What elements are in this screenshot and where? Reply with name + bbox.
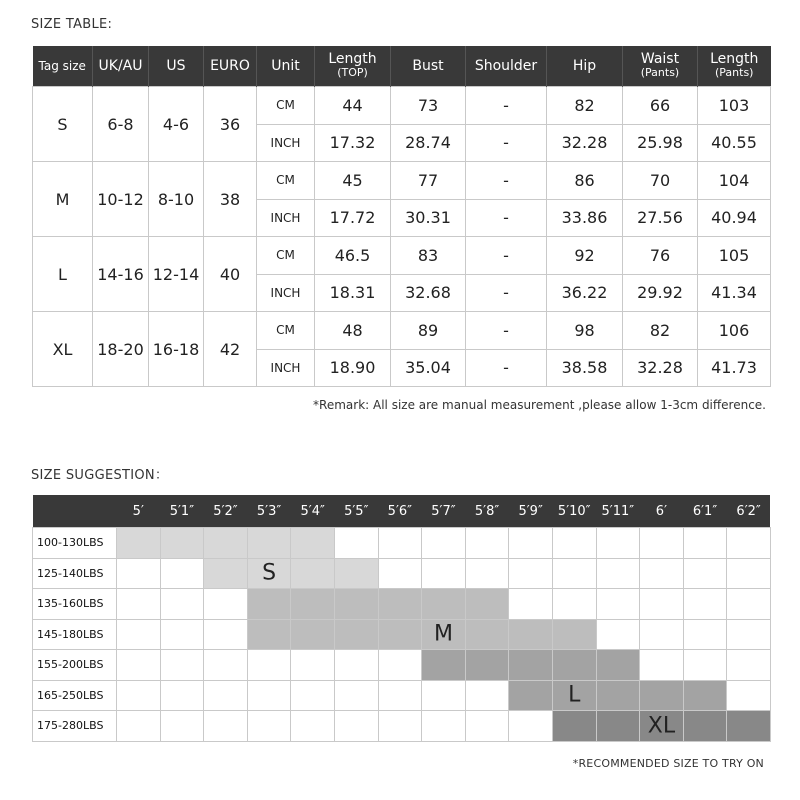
measurement-cell: 29.92	[623, 274, 698, 312]
header-label: EURO	[210, 57, 250, 74]
measurement-cell: 32.28	[623, 349, 698, 387]
size-tag-cell: L	[33, 237, 93, 312]
height-header-cell: 5′	[117, 495, 161, 528]
grid-cell	[552, 528, 596, 559]
measurement-cell: 46.5	[315, 237, 391, 275]
grid-cell	[160, 680, 204, 711]
measurement-cell: 44	[315, 87, 391, 125]
size-uk-cell: 10-12	[93, 162, 149, 237]
size-table	[32, 46, 771, 387]
grid-cell	[117, 711, 161, 742]
measurement-cell: 33.86	[547, 199, 623, 237]
measurement-cell: 32.68	[391, 274, 466, 312]
size-zone-cell-m	[247, 619, 291, 650]
size-zone-cell-m	[334, 589, 378, 620]
grid-cell	[640, 619, 684, 650]
size-zone-cell-m	[465, 589, 509, 620]
size-header-cell	[466, 46, 547, 87]
size-zone-cell-x	[683, 711, 727, 742]
size-zone-cell-m	[378, 619, 422, 650]
size-zone-cell-m	[552, 619, 596, 650]
measurement-cell: 17.72	[315, 199, 391, 237]
size-euro-cell: 38	[204, 162, 257, 237]
size-zone-cell-l	[465, 650, 509, 681]
size-header-cell	[391, 46, 466, 87]
measurement-cell: 17.32	[315, 124, 391, 162]
measurement-cell: 104	[698, 162, 771, 200]
size-euro-cell: 40	[204, 237, 257, 312]
height-header-cell: 5′11″	[596, 495, 640, 528]
measurement-cell: -	[466, 199, 547, 237]
grid-cell	[117, 619, 161, 650]
measurement-cell: 92	[547, 237, 623, 275]
weight-row	[33, 558, 771, 589]
header-sublabel: (Pants)	[715, 66, 754, 79]
unit-cell: CM	[257, 237, 315, 275]
measurement-cell: 41.34	[698, 274, 771, 312]
header-label: UK/AU	[98, 57, 143, 74]
measurement-cell: 89	[391, 312, 466, 350]
grid-cell	[117, 680, 161, 711]
grid-cell	[640, 528, 684, 559]
size-zone-cell-l	[552, 650, 596, 681]
size-zone-cell-l	[422, 650, 466, 681]
size-header-cell	[623, 46, 698, 87]
measurement-cell: 25.98	[623, 124, 698, 162]
measurement-cell: -	[466, 124, 547, 162]
grid-cell	[596, 619, 640, 650]
measurement-cell: 41.73	[698, 349, 771, 387]
grid-cell	[727, 619, 771, 650]
grid-cell	[596, 558, 640, 589]
size-zone-cell-x	[552, 711, 596, 742]
grid-cell	[247, 650, 291, 681]
size-zone-cell-m	[378, 589, 422, 620]
weight-row	[33, 650, 771, 681]
weight-label: 135-160LBS	[33, 589, 117, 620]
measurement-cell: 30.31	[391, 199, 466, 237]
size-row	[33, 237, 771, 275]
grid-cell	[422, 558, 466, 589]
grid-cell	[117, 589, 161, 620]
size-euro-cell: 36	[204, 87, 257, 162]
measurement-cell: 86	[547, 162, 623, 200]
measurement-cell: 45	[315, 162, 391, 200]
grid-cell	[291, 680, 335, 711]
size-uk-cell: 6-8	[93, 87, 149, 162]
measurement-cell: 27.56	[623, 199, 698, 237]
size-us-cell: 8-10	[149, 162, 204, 237]
size-zone-cell-l	[596, 650, 640, 681]
zone-label-x: XL	[647, 713, 676, 739]
measurement-cell: 28.74	[391, 124, 466, 162]
height-header-cell: 5′6″	[378, 495, 422, 528]
grid-cell	[378, 711, 422, 742]
grid-cell	[334, 650, 378, 681]
header-label: Bust	[412, 57, 444, 74]
size-header-cell	[33, 46, 93, 87]
weight-label: 125-140LBS	[33, 558, 117, 589]
corner-cell	[33, 495, 117, 528]
size-row	[33, 87, 771, 125]
measurement-cell: -	[466, 274, 547, 312]
size-zone-cell-s	[291, 558, 335, 589]
grid-cell	[465, 680, 509, 711]
size-row	[33, 162, 771, 200]
header-label: Unit	[271, 57, 300, 74]
grid-cell	[640, 558, 684, 589]
zone-label-s: S	[262, 560, 277, 586]
weight-row	[33, 528, 771, 559]
measurement-cell: -	[466, 162, 547, 200]
measurement-cell: 82	[623, 312, 698, 350]
grid-cell	[465, 528, 509, 559]
size-uk-cell: 14-16	[93, 237, 149, 312]
size-uk-cell: 18-20	[93, 312, 149, 387]
size-zone-cell-m	[422, 589, 466, 620]
height-header-cell: 6′1″	[683, 495, 727, 528]
grid-cell	[640, 589, 684, 620]
measurement-cell: 105	[698, 237, 771, 275]
recommended-footnote: *RECOMMENDED SIZE TO TRY ON	[572, 757, 764, 770]
grid-cell	[552, 589, 596, 620]
size-tag-cell: M	[33, 162, 93, 237]
size-suggestion-grid	[32, 495, 771, 742]
size-zone-cell-s	[204, 528, 248, 559]
weight-label: 100-130LBS	[33, 528, 117, 559]
size-zone-cell-s	[117, 528, 161, 559]
size-zone-cell-s	[160, 528, 204, 559]
measurement-cell: 76	[623, 237, 698, 275]
grid-cell	[117, 650, 161, 681]
size-zone-cell-m	[334, 619, 378, 650]
grid-cell	[160, 619, 204, 650]
grid-cell	[683, 528, 727, 559]
measurement-cell: -	[466, 237, 547, 275]
size-table-header	[33, 46, 771, 87]
measurement-cell: 32.28	[547, 124, 623, 162]
size-header-cell	[93, 46, 149, 87]
size-header-cell	[315, 46, 391, 87]
grid-cell	[160, 650, 204, 681]
size-zone-cell-s	[334, 558, 378, 589]
grid-cell	[160, 711, 204, 742]
remark-note: *Remark: All size are manual measurement ,please allow 1-3cm difference.	[313, 398, 766, 412]
grid-cell	[204, 619, 248, 650]
unit-cell: INCH	[257, 199, 315, 237]
grid-cell	[465, 711, 509, 742]
size-zone-cell-m	[509, 619, 553, 650]
size-zone-cell-m	[291, 589, 335, 620]
grid-cell	[378, 558, 422, 589]
weight-label: 155-200LBS	[33, 650, 117, 681]
header-sublabel: (Pants)	[640, 66, 680, 79]
grid-cell	[204, 711, 248, 742]
grid-cell	[640, 650, 684, 681]
grid-cell	[204, 680, 248, 711]
grid-cell	[509, 528, 553, 559]
size-zone-cell-l	[509, 680, 553, 711]
unit-cell: CM	[257, 162, 315, 200]
size-zone-cell-x	[727, 711, 771, 742]
measurement-cell: -	[466, 349, 547, 387]
grid-cell	[727, 680, 771, 711]
measurement-cell: -	[466, 312, 547, 350]
measurement-cell: -	[466, 87, 547, 125]
size-tag-cell: XL	[33, 312, 93, 387]
measurement-cell: 103	[698, 87, 771, 125]
measurement-cell: 77	[391, 162, 466, 200]
weight-label: 145-180LBS	[33, 619, 117, 650]
grid-cell	[683, 650, 727, 681]
measurement-cell: 18.90	[315, 349, 391, 387]
size-row	[33, 312, 771, 350]
grid-cell	[160, 589, 204, 620]
measurement-cell: 70	[623, 162, 698, 200]
grid-cell	[683, 619, 727, 650]
size-header-cell	[257, 46, 315, 87]
grid-cell	[596, 589, 640, 620]
grid-cell	[422, 680, 466, 711]
grid-cell	[596, 528, 640, 559]
size-zone-cell-x	[596, 711, 640, 742]
grid-cell	[509, 589, 553, 620]
size-table-title: SIZE TABLE:	[31, 17, 113, 32]
header-sublabel: (TOP)	[337, 66, 368, 79]
measurement-cell: 35.04	[391, 349, 466, 387]
grid-cell	[465, 558, 509, 589]
size-suggestion-title: SIZE SUGGESTION：	[31, 468, 169, 483]
grid-cell	[291, 711, 335, 742]
measurement-cell: 40.55	[698, 124, 771, 162]
grid-cell	[247, 680, 291, 711]
grid-cell	[160, 558, 204, 589]
size-zone-cell-l	[596, 680, 640, 711]
measurement-cell: 98	[547, 312, 623, 350]
height-header-cell: 5′5″	[334, 495, 378, 528]
grid-cell	[552, 558, 596, 589]
measurement-cell: 82	[547, 87, 623, 125]
height-header-cell: 5′2″	[204, 495, 248, 528]
weight-row	[33, 619, 771, 650]
unit-cell: CM	[257, 312, 315, 350]
height-header-cell: 5′8″	[465, 495, 509, 528]
size-header-cell	[698, 46, 771, 87]
height-header-cell: 6′	[640, 495, 684, 528]
size-tag-cell: S	[33, 87, 93, 162]
grid-cell	[683, 558, 727, 589]
grid-cell	[378, 650, 422, 681]
measurement-cell: 36.22	[547, 274, 623, 312]
grid-cell	[334, 680, 378, 711]
grid-cell	[727, 589, 771, 620]
size-zone-cell-m	[247, 589, 291, 620]
size-header-cell	[149, 46, 204, 87]
grid-cell	[422, 528, 466, 559]
size-us-cell: 16-18	[149, 312, 204, 387]
measurement-cell: 73	[391, 87, 466, 125]
grid-cell	[378, 680, 422, 711]
header-label: Hip	[572, 57, 597, 74]
grid-cell	[117, 558, 161, 589]
measurement-cell: 18.31	[315, 274, 391, 312]
measurement-cell: 66	[623, 87, 698, 125]
size-header-cell	[547, 46, 623, 87]
weight-row	[33, 589, 771, 620]
size-header-cell	[204, 46, 257, 87]
grid-cell	[727, 528, 771, 559]
measurement-cell: 83	[391, 237, 466, 275]
zone-label-l: L	[568, 682, 581, 708]
grid-cell	[727, 650, 771, 681]
height-header-cell: 5′4″	[291, 495, 335, 528]
grid-cell	[378, 528, 422, 559]
grid-cell	[422, 711, 466, 742]
unit-cell: INCH	[257, 124, 315, 162]
header-label: Tag size	[38, 58, 86, 73]
grid-cell	[204, 650, 248, 681]
size-zone-cell-l	[683, 680, 727, 711]
grid-cell	[204, 589, 248, 620]
height-header-row	[33, 495, 771, 528]
header-label: Waist	[640, 51, 680, 67]
unit-cell: INCH	[257, 274, 315, 312]
weight-label: 165-250LBS	[33, 680, 117, 711]
grid-cell	[247, 711, 291, 742]
header-label: Shoulder	[474, 57, 538, 74]
grid-cell	[509, 558, 553, 589]
height-header-cell: 6′2″	[727, 495, 771, 528]
size-euro-cell: 42	[204, 312, 257, 387]
weight-row	[33, 680, 771, 711]
measurement-cell: 48	[315, 312, 391, 350]
zone-label-m: M	[433, 621, 453, 647]
measurement-cell: 106	[698, 312, 771, 350]
unit-cell: INCH	[257, 349, 315, 387]
measurement-cell: 40.94	[698, 199, 771, 237]
size-zone-cell-s	[247, 528, 291, 559]
grid-cell	[727, 558, 771, 589]
size-zone-cell-s	[291, 528, 335, 559]
size-zone-cell-l	[640, 680, 684, 711]
grid-cell	[683, 589, 727, 620]
height-header-cell: 5′1″	[160, 495, 204, 528]
size-us-cell: 4-6	[149, 87, 204, 162]
header-label: Length	[710, 51, 759, 67]
height-header-cell: 5′9″	[509, 495, 553, 528]
measurement-cell: 38.58	[547, 349, 623, 387]
size-zone-cell-m	[465, 619, 509, 650]
weight-label: 175-280LBS	[33, 711, 117, 742]
header-label: US	[166, 57, 186, 74]
header-label: Length	[328, 51, 377, 67]
height-header-cell: 5′10″	[552, 495, 596, 528]
height-header-cell: 5′7″	[422, 495, 466, 528]
size-zone-cell-m	[291, 619, 335, 650]
size-zone-cell-l	[509, 650, 553, 681]
size-zone-cell-s	[204, 558, 248, 589]
grid-cell	[509, 711, 553, 742]
grid-cell	[334, 711, 378, 742]
grid-cell	[291, 650, 335, 681]
unit-cell: CM	[257, 87, 315, 125]
height-header-cell: 5′3″	[247, 495, 291, 528]
size-us-cell: 12-14	[149, 237, 204, 312]
grid-cell	[334, 528, 378, 559]
